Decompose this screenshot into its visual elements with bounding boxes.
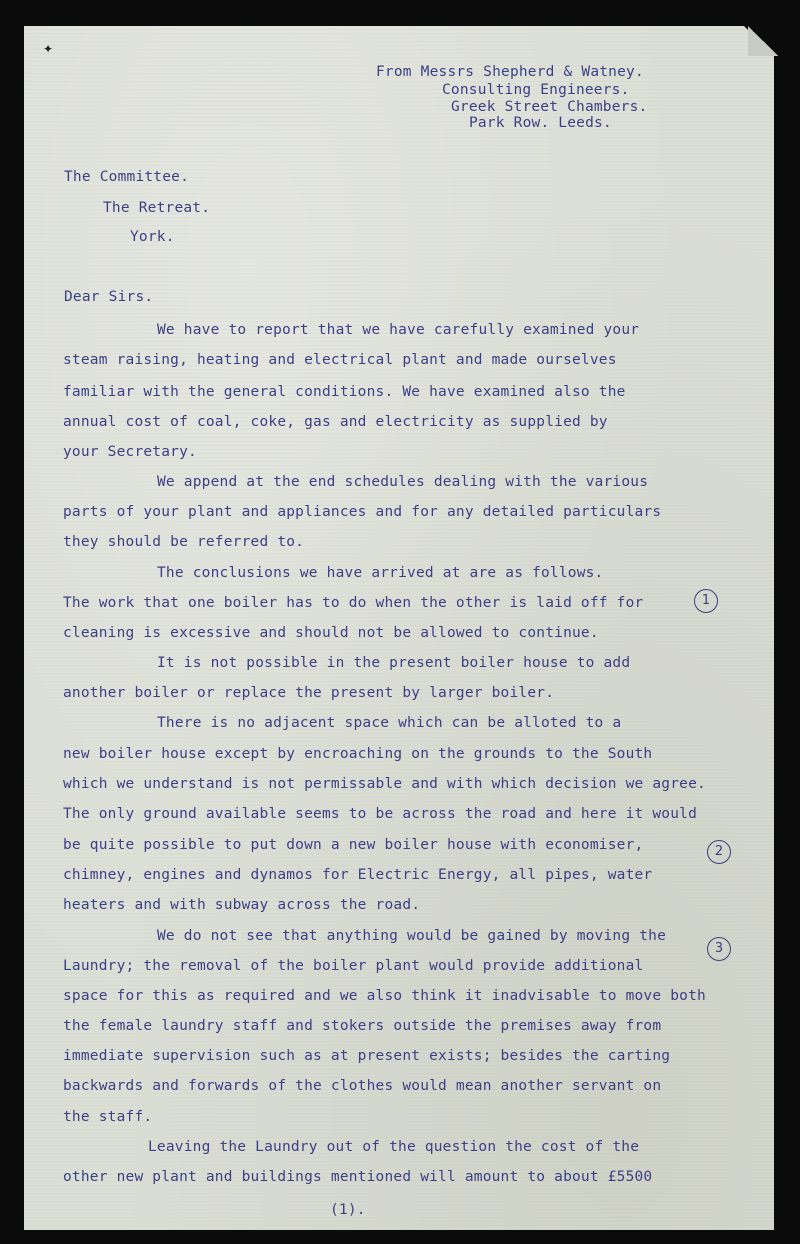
body-line: familiar with the general conditions. We have examined also the	[63, 384, 626, 400]
body-line: The conclusions we have arrived at are as follows.	[157, 565, 604, 581]
body-line: heaters and with subway across the road.	[63, 897, 421, 913]
body-line: annual cost of coal, coke, gas and electricity as supplied by	[63, 414, 608, 430]
margin-note-1: 1	[694, 589, 718, 613]
body-line: The only ground available seems to be across the road and here it would	[63, 806, 698, 822]
letterhead-line-4: Park Row. Leeds.	[469, 115, 612, 131]
body-line: We have to report that we have carefully examined your	[157, 322, 640, 338]
margin-note-2: 2	[707, 840, 731, 864]
body-line: another boiler or replace the present by larger boiler.	[63, 685, 555, 701]
body-line: be quite possible to put down a new boiler house with economiser,	[63, 837, 644, 853]
body-line: the staff.	[63, 1109, 153, 1125]
body-line: space for this as required and we also think it inadvisable to move both	[63, 988, 706, 1004]
body-line: backwards and forwards of the clothes would mean another servant on	[63, 1078, 662, 1094]
body-line: your Secretary.	[63, 444, 197, 460]
body-line: We append at the end schedules dealing with the various	[157, 474, 649, 490]
margin-note-3: 3	[707, 937, 731, 961]
body-line: the female laundry staff and stokers outside the premises away from	[63, 1018, 662, 1034]
body-line: There is no adjacent space which can be alloted to a	[157, 715, 622, 731]
letterhead-line-3: Greek Street Chambers.	[451, 99, 648, 115]
page-number: (1).	[330, 1202, 366, 1218]
addressee-line-2: The Retreat.	[103, 200, 211, 216]
addressee-line-1: The Committee.	[64, 169, 190, 185]
body-line: cleaning is excessive and should not be allowed to continue.	[63, 625, 599, 641]
body-line: It is not possible in the present boiler house to add	[157, 655, 631, 671]
body-line: chimney, engines and dynamos for Electric Energy, all pipes, water	[63, 867, 653, 883]
body-line: We do not see that anything would be gained by moving the	[157, 928, 666, 944]
body-line: The work that one boiler has to do when the other is laid off for	[63, 595, 644, 611]
body-line: Leaving the Laundry out of the question the cost of the	[148, 1139, 640, 1155]
body-line: steam raising, heating and electrical plant and made ourselves	[63, 352, 617, 368]
body-line: new boiler house except by encroaching on the grounds to the South	[63, 746, 653, 762]
body-line: other new plant and buildings mentioned will amount to about £5500	[63, 1169, 653, 1185]
letterhead-line-2: Consulting Engineers.	[442, 82, 630, 98]
body-line: they should be referred to.	[63, 534, 305, 550]
body-line: immediate supervision such as at present exists; besides the carting	[63, 1048, 671, 1064]
body-line: parts of your plant and appliances and for any detailed particulars	[63, 504, 662, 520]
body-line: which we understand is not permissable and with which decision we agree.	[63, 776, 706, 792]
body-line: Laundry; the removal of the boiler plant would provide additional	[63, 958, 644, 974]
folded-corner	[748, 26, 778, 56]
letterhead-line-1: From Messrs Shepherd & Watney.	[376, 64, 644, 80]
addressee-line-3: York.	[130, 229, 175, 245]
pin-mark-icon: ✦	[43, 42, 54, 56]
salutation: Dear Sirs.	[64, 289, 154, 305]
